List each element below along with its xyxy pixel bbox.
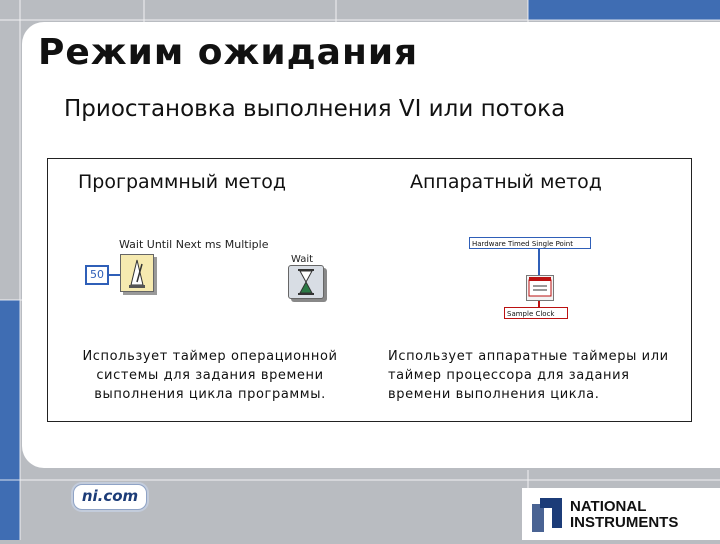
slide-title: Режим ожидания (38, 32, 419, 73)
brand-line2: INSTRUMENTS (570, 514, 679, 531)
hardware-method-heading: Аппаратный метод (410, 171, 602, 193)
hourglass-glyph (289, 266, 323, 298)
metronome-icon[interactable] (120, 254, 154, 292)
clock-icon (527, 276, 553, 300)
ni-com-text: ni.com (81, 487, 139, 505)
hardware-method-description: Использует аппаратные таймеры или таймер процессора для задания времени выполнения цикла. (388, 349, 669, 402)
metronome-glyph (121, 255, 153, 291)
hourglass-icon[interactable] (288, 265, 324, 299)
software-method-heading: Программный метод (78, 171, 286, 193)
numeric-constant[interactable]: 50 (85, 265, 109, 285)
timed-loop-icon[interactable] (526, 275, 554, 301)
comparison-panel (47, 158, 692, 422)
timing-mode-selector[interactable]: Hardware Timed Single Point (469, 237, 591, 249)
sample-clock-selector[interactable]: Sample Clock (504, 307, 568, 319)
brand-line1: NATIONAL (570, 498, 647, 515)
ni-com-logo[interactable] (73, 484, 147, 510)
wait-until-next-ms-label: Wait Until Next ms Multiple (119, 238, 269, 251)
wait-label: Wait (291, 254, 314, 265)
national-instruments-logo (522, 488, 720, 540)
software-method-description: Использует таймер операционной системы для задания времени выполнения цикла программы. (82, 349, 338, 402)
slide-subtitle: Приостановка выполнения VI или потока (64, 96, 566, 122)
